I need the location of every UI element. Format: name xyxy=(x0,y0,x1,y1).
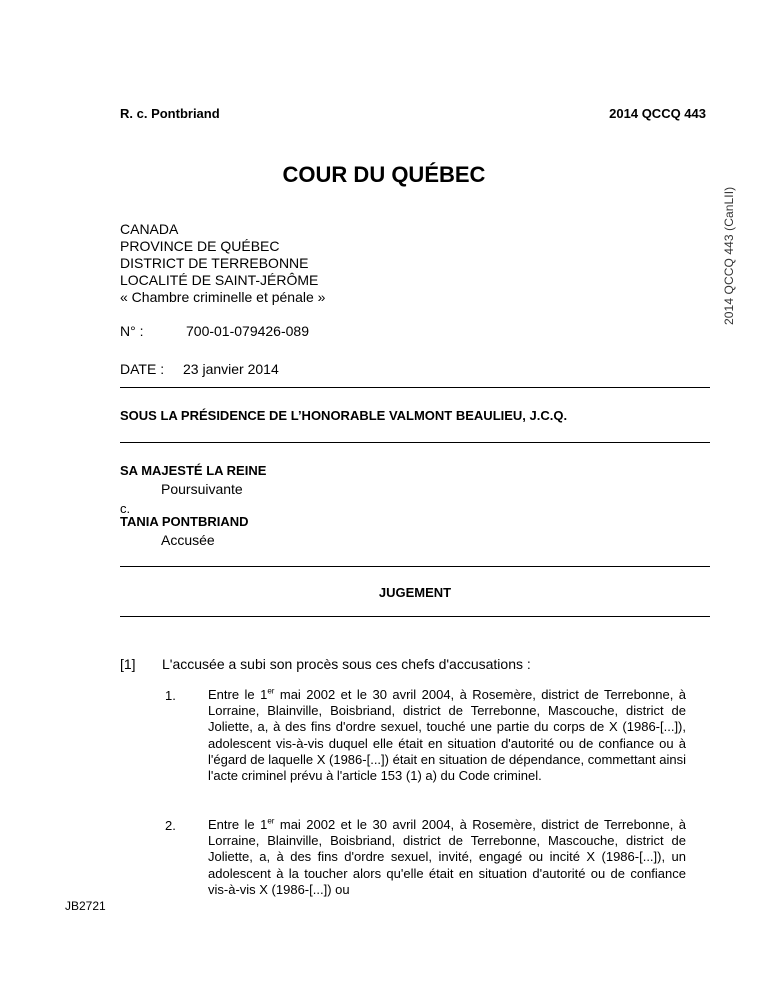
paragraph-text: L'accusée a subi son procès sous ces chefs d'accusations : xyxy=(162,656,531,672)
jurisdiction-country: CANADA xyxy=(120,221,179,237)
jurisdiction-locality: LOCALITÉ DE SAINT-JÉRÔME xyxy=(120,272,319,288)
court-title: COUR DU QUÉBEC xyxy=(282,162,486,187)
accused-role: Accusée xyxy=(161,532,215,548)
date-value: 23 janvier 2014 xyxy=(183,361,279,377)
count-text: Entre le 1er mai 2002 et le 30 avril 2004, à Rosemère, district de Terrebonne, à Lorraine, Blainville, Boisbriand, district de Terrebonne, Mascouche, district de Joliette, a, à des fins d'ordre sexuel, invité, engagé ou incité X (1986-[...]), un adolescent à la toucher alors qu'elle était en situation d'autorité ou de confiance vis-à-vis X (1986-[...]) ou xyxy=(208,816,686,897)
prosecutor-role: Poursuivante xyxy=(161,481,243,497)
divider-2 xyxy=(120,442,710,443)
jurisdiction-block xyxy=(120,221,325,306)
file-no-label: N° : xyxy=(120,323,144,339)
paragraph-number: [1] xyxy=(120,656,136,672)
judgment-title: JUGEMENT xyxy=(378,585,452,600)
versus: c. xyxy=(120,501,131,516)
footer-code: JB2721 xyxy=(65,899,106,913)
file-no-value: 700-01-079426-089 xyxy=(186,323,309,339)
presiding-judge: SOUS LA PRÉSIDENCE DE L’HONORABLE VALMONT BEAULIEU, J.C.Q. xyxy=(120,408,568,423)
jurisdiction-district: DISTRICT DE TERREBONNE xyxy=(120,255,309,271)
divider-1 xyxy=(120,387,710,388)
accused-name: TANIA PONTBRIAND xyxy=(120,514,249,529)
jurisdiction-province: PROVINCE DE QUÉBEC xyxy=(120,238,280,254)
citation: 2014 QCCQ 443 xyxy=(609,106,706,121)
date-label: DATE : xyxy=(120,361,165,377)
prosecutor-name: SA MAJESTÉ LA REINE xyxy=(120,463,267,478)
jurisdiction-chamber: « Chambre criminelle et pénale » xyxy=(120,289,326,305)
case-name: R. c. Pontbriand xyxy=(120,106,220,121)
divider-4 xyxy=(120,616,710,617)
side-citation: 2014 QCCQ 443 (CanLII) xyxy=(722,186,736,325)
divider-3 xyxy=(120,566,710,567)
count-number: 1. xyxy=(165,688,176,703)
count-number: 2. xyxy=(165,818,176,833)
count-text: Entre le 1er mai 2002 et le 30 avril 2004, à Rosemère, district de Terrebonne, à Lorraine, Blainville, Boisbriand, district de Terrebonne, Mascouche, district de Joliette, a, à des fins d'ordre sexuel, touché une partie du corps de X (1986-[...]), adolescent vis-à-vis duquel elle était en situation d'autorité ou de confiance ou à l'égard de laquelle X (1986-[...]) était en situation de dépendance, commettant ainsi l'acte criminel prévu à l'article 153 (1) a) du Code criminel. xyxy=(208,686,687,784)
